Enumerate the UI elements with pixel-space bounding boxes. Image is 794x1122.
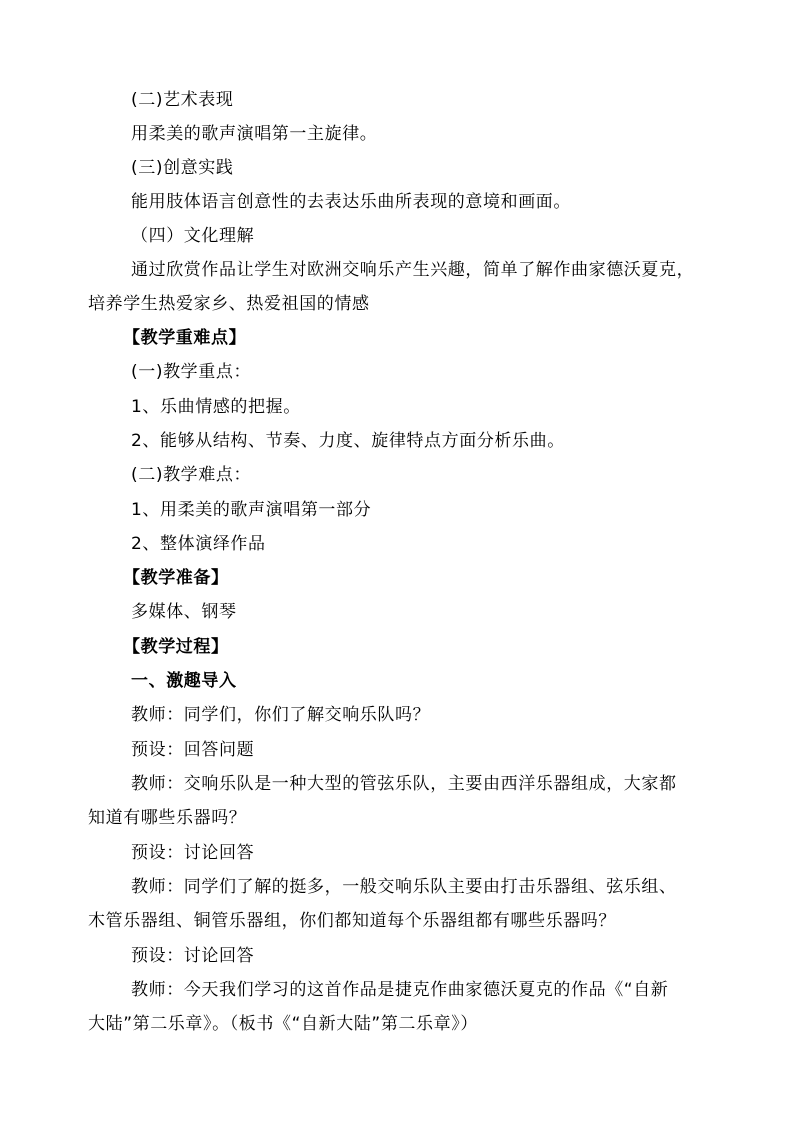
dialogue-line: 木管乐器组、铜管乐器组，你们都知道每个乐器组都有哪些乐器吗？ — [88, 911, 616, 931]
paragraph-line: 能用肢体语言创意性的去表达乐曲所表现的意境和画面。 — [131, 192, 571, 212]
bold-heading-key-difficult-points: 【教学重难点】 — [123, 328, 247, 348]
dialogue-line: 教师：同学们，你们了解交响乐队吗？ — [131, 705, 431, 725]
dialogue-line: 知道有哪些乐器吗？ — [88, 808, 247, 828]
dialogue-line: 大陆”第二乐章》。（板书《“自新大陆”第二乐章》） — [88, 1014, 478, 1034]
dialogue-line: 教师：今天我们学习的这首作品是捷克作曲家德沃夏克的作品《“自新 — [131, 980, 669, 1000]
list-item: 2、整体演绎作品 — [131, 534, 266, 554]
subheading-difficult-points: (二)教学难点： — [131, 465, 252, 485]
bold-heading-teaching-process: 【教学过程】 — [123, 637, 229, 657]
section-heading-creative-practice: (三)创意实践 — [131, 158, 234, 178]
step-heading-introduction: 一、激趣导入 — [131, 671, 237, 691]
subheading-key-points: (一)教学重点： — [131, 362, 252, 382]
dialogue-line: 教师：交响乐队是一种大型的管弦乐队，主要由西洋乐器组成，大家都 — [131, 774, 677, 794]
section-heading-cultural-understanding: （四）文化理解 — [131, 226, 255, 246]
dialogue-line: 教师：同学们了解的挺多，一般交响乐队主要由打击乐器组、弦乐组、 — [131, 877, 677, 897]
list-item: 2、能够从结构、节奏、力度、旋律特点方面分析乐曲。 — [131, 431, 565, 451]
paragraph-line: 培养学生热爱家乡、热爱祖国的情感 — [88, 294, 370, 314]
list-item: 1、乐曲情感的把握。 — [131, 397, 301, 417]
dialogue-line: 预设：讨论回答 — [131, 843, 255, 863]
paragraph-line: 用柔美的歌声演唱第一主旋律。 — [131, 124, 378, 144]
dialogue-line: 预设：回答问题 — [131, 740, 255, 760]
paragraph-line: 多媒体、钢琴 — [131, 602, 237, 622]
list-item: 1、用柔美的歌声演唱第一部分 — [131, 500, 372, 520]
section-heading-art-expression: (二)艺术表现 — [131, 90, 234, 110]
paragraph-line: 通过欣赏作品让学生对欧洲交响乐产生兴趣，简单了解作曲家德沃夏克， — [131, 260, 695, 280]
dialogue-line: 预设：讨论回答 — [131, 946, 255, 966]
bold-heading-teaching-preparation: 【教学准备】 — [123, 568, 229, 588]
